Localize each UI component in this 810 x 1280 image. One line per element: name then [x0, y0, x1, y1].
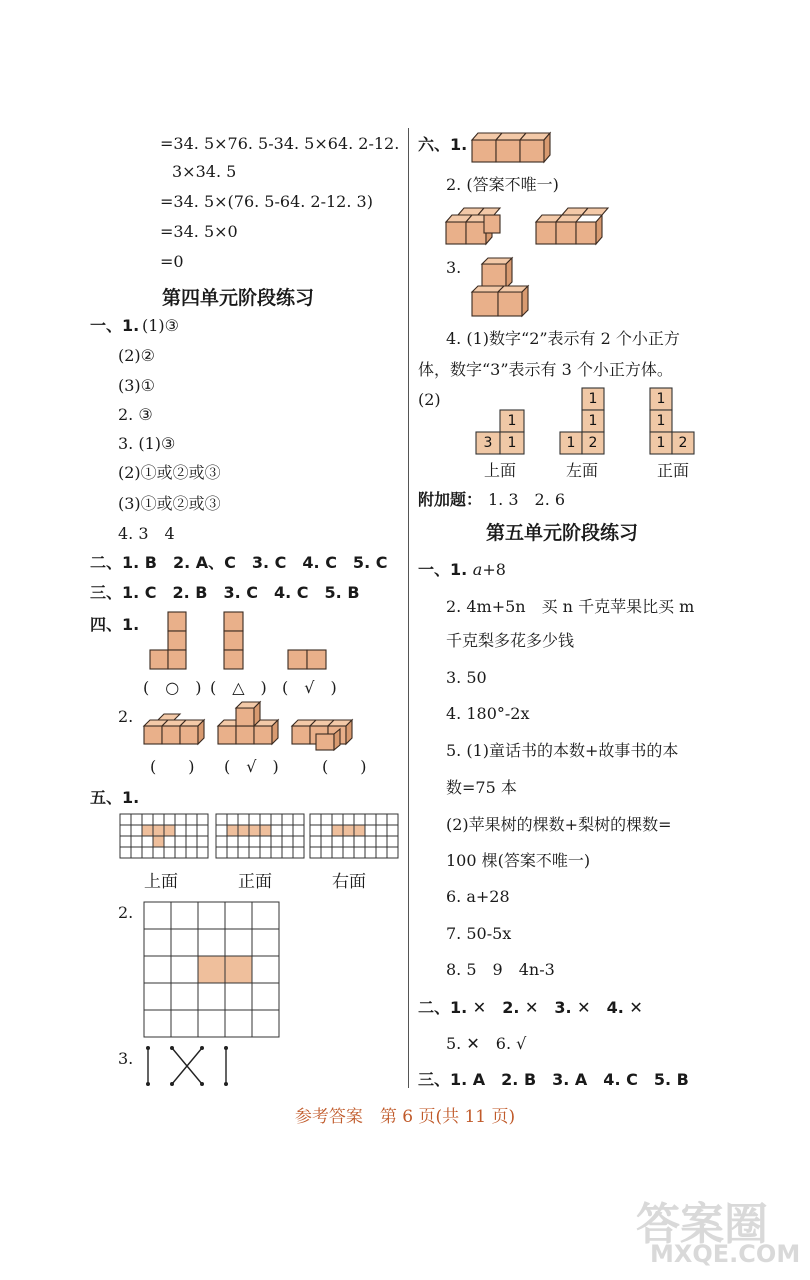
grid-right-view	[310, 814, 398, 858]
s1-item-7: (3)①或②或③	[118, 494, 221, 513]
u5-1-var: a	[472, 560, 483, 579]
num-view-top-label: 上面	[484, 461, 517, 480]
u5-s2-line-2: 5. ✕ 6. √	[446, 1034, 527, 1053]
s4-2-answer-c: ( )	[322, 757, 367, 776]
calc-line-5: =0	[160, 252, 184, 271]
s6-4-line-1: 4. (1)数字“2”表示有 2 个小正方	[446, 329, 680, 348]
s6-1-figure	[470, 130, 560, 166]
s4-2-answer-b: ( √ )	[224, 757, 279, 776]
u5-s2-line-1: 二、1. ✕ 2. ✕ 3. ✕ 4. ✕	[418, 998, 643, 1017]
extra-answers: 1. 3 2. 6	[488, 490, 566, 509]
left-view-digit-4: 2	[588, 435, 598, 451]
u5-8: 8. 5 9 4n-3	[446, 960, 555, 979]
s4-2-answer-a: ( )	[150, 757, 195, 776]
u5-4: 4. 180°-2x	[446, 704, 530, 723]
s4-1-figures	[148, 612, 348, 672]
left-view-digit-3: 1	[566, 435, 576, 451]
s5-label: 五、1.	[90, 788, 140, 807]
s6-4-line-2: 体，数字“3”表示有 3 个小正方体。	[418, 360, 673, 379]
u5-1-post: +8	[482, 560, 506, 579]
s5-view-right-label: 右面	[332, 872, 366, 892]
u5-s3: 三、1. A 2. B 3. A 4. C 5. B	[418, 1070, 689, 1089]
grid-top-view	[120, 814, 208, 858]
s3-answers: 三、1. C 2. B 3. C 4. C 5. B	[90, 583, 360, 602]
s5-1-grids	[120, 814, 410, 870]
watermark-url: MXQE.COM	[650, 1240, 801, 1268]
top-view-digit-2: 3	[483, 435, 493, 451]
front-view-digit-1: 1	[656, 391, 666, 407]
top-view-digit-3: 1	[507, 435, 517, 451]
s5-3-label: 3.	[118, 1049, 134, 1068]
s2-answers: 二、1. B 2. A、C 3. C 4. C 5. C	[90, 553, 388, 572]
s1-item-1: (1)③	[142, 316, 180, 335]
u5-2-line-1: 2. 4m+5n 买 n 千克苹果比买 m	[446, 597, 695, 616]
num-view-front-label: 正面	[657, 461, 690, 480]
s6-2-figures	[444, 202, 624, 248]
s5-view-top-label: 上面	[144, 872, 178, 892]
unit4-title: 第四单元阶段练习	[162, 287, 315, 309]
top-view-digit-1: 1	[507, 413, 517, 429]
calc-line-2: 3×34. 5	[172, 162, 237, 181]
u5-5-line-2: 数=75 本	[446, 778, 517, 797]
u5-3: 3. 50	[446, 668, 487, 687]
s4-1-answer-c: ( √ )	[282, 678, 337, 697]
u5-5-line-3: (2)苹果树的棵数+梨树的棵数=	[446, 815, 672, 834]
front-view-digit-3: 1	[656, 435, 666, 451]
u5-2-line-2: 千克梨多花多少钱	[446, 631, 575, 650]
u5-6: 6. a+28	[446, 887, 510, 906]
s5-3-connect-dots	[140, 1044, 240, 1090]
left-view-digit-1: 1	[588, 391, 598, 407]
s6-3-figure	[470, 256, 540, 320]
s4-1-answer-a: ( ○ )	[143, 678, 202, 697]
watermark-logo: 答案圈	[636, 1199, 768, 1250]
s4-label: 四、1.	[90, 615, 140, 634]
u5-5-line-4: 100 棵(答案不唯一)	[446, 851, 591, 870]
s1-item-6: (2)①或②或③	[118, 463, 221, 482]
s1-item-5: 3. (1)③	[118, 434, 176, 453]
u5-5-line-1: 5. (1)童话书的本数+故事书的本	[446, 741, 679, 760]
s6-4-line-3: (2)	[418, 390, 441, 409]
s6-4-number-views	[476, 386, 726, 458]
column-divider	[408, 128, 409, 1088]
left-view-digit-2: 1	[588, 413, 598, 429]
s1-item-4: 2. ③	[118, 405, 153, 424]
s1-item-3: (3)①	[118, 376, 156, 395]
calc-line-1: =34. 5×76. 5-34. 5×64. 2-12.	[160, 134, 400, 153]
s6-label: 六、1.	[418, 135, 468, 154]
front-view-digit-4: 2	[678, 435, 688, 451]
s1-label: 一、1.	[90, 316, 140, 335]
u5-1	[418, 560, 506, 580]
s4-2-figures	[144, 705, 364, 755]
page-footer: 参考答案 第 6 页(共 11 页)	[294, 1107, 516, 1127]
u5-7: 7. 50-5x	[446, 924, 512, 943]
calc-line-3: =34. 5×(76. 5-64. 2-12. 3)	[160, 192, 373, 211]
s5-2-label: 2.	[118, 903, 134, 922]
s4-2-label: 2.	[118, 707, 134, 726]
num-view-left-label: 左面	[566, 461, 599, 480]
extra-label: 附加题：	[418, 490, 483, 509]
s4-1-answer-b: ( △ )	[210, 678, 267, 697]
s1-item-2: (2)②	[118, 346, 156, 365]
calc-line-4: =34. 5×0	[160, 222, 238, 241]
s1-item-8: 4. 3 4	[118, 524, 175, 543]
u5-1-prefix: 一、1.	[418, 560, 473, 579]
unit5-title: 第五单元阶段练习	[486, 522, 639, 544]
s6-2: 2. (答案不唯一)	[446, 175, 559, 194]
front-view-digit-2: 1	[656, 413, 666, 429]
s6-3: 3.	[446, 258, 462, 277]
s5-2-grid	[144, 902, 280, 1038]
grid-front-view	[216, 814, 304, 858]
s5-view-front-label: 正面	[238, 872, 272, 892]
